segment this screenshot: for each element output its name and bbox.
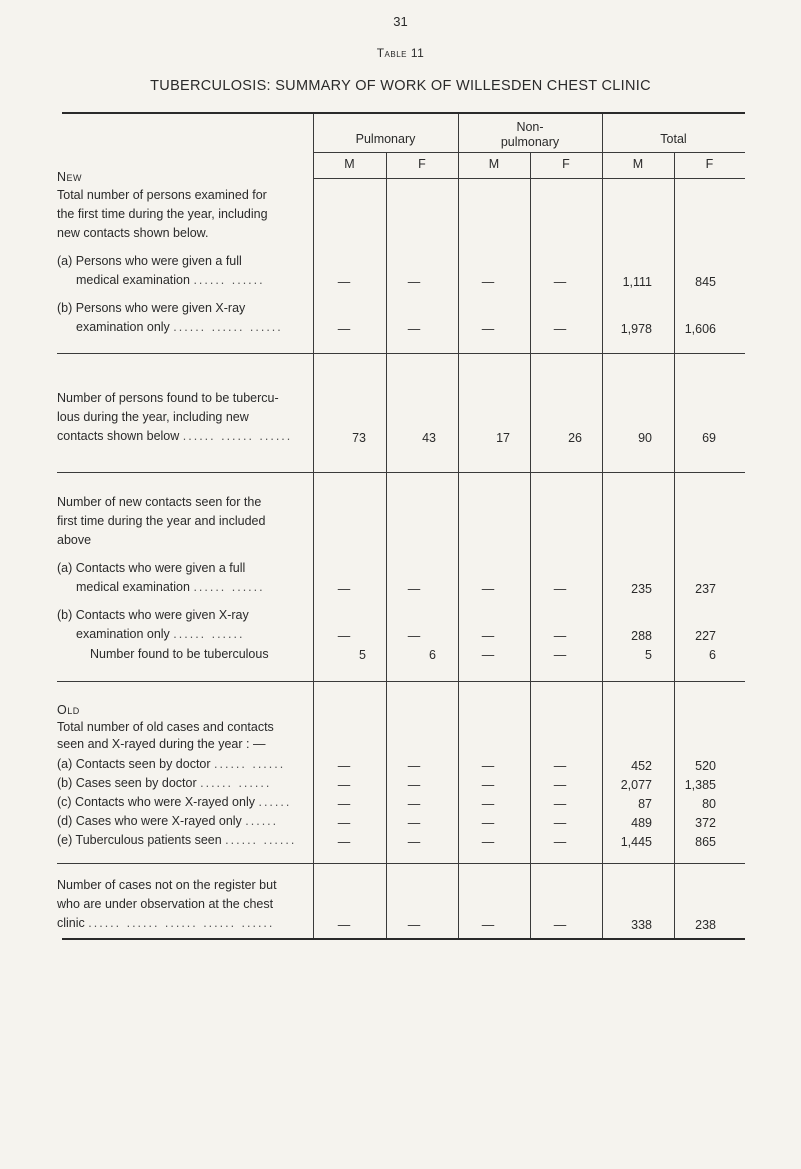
row-b1-label: [76, 318, 283, 337]
table-cell: —: [337, 816, 351, 830]
row-a1-label: [76, 271, 265, 290]
bottom-rule: [62, 938, 745, 940]
table-cell: 17: [496, 431, 510, 445]
header-f: F: [562, 157, 570, 171]
new-intro-line: new contacts shown below.: [57, 226, 209, 240]
old-intro-line: Total number of old cases and contacts: [57, 720, 274, 734]
row-obs-label-3: clinic: [57, 916, 85, 930]
table-cell: —: [553, 275, 567, 289]
dot-leader: ......: [258, 795, 292, 809]
row-a2-label-2: medical examination: [76, 580, 190, 594]
old-row-label-a: (a) Contacts seen by doctor: [57, 757, 211, 771]
header-total: Total: [660, 132, 687, 146]
table-cell: 227: [695, 629, 716, 643]
table-cell: —: [337, 629, 351, 643]
table-cell: 1,445: [620, 835, 652, 849]
row-found-label: Number of persons found to be tubercu-: [57, 391, 279, 405]
dot-leader: ...... ......: [193, 273, 265, 287]
dot-leader: ...... ...... ......: [173, 320, 283, 334]
row-found-label: lous during the year, including new: [57, 410, 249, 424]
section-divider: [57, 353, 745, 354]
old-row-label: [57, 831, 296, 850]
contacts-intro-line: Number of new contacts seen for the: [57, 495, 262, 509]
table-cell: —: [481, 797, 495, 811]
table-cell: 452: [631, 759, 652, 773]
table-cell: —: [481, 918, 495, 932]
table-cell: —: [553, 797, 567, 811]
table-cell: —: [553, 816, 567, 830]
old-row-label-c: (c) Contacts who were X-rayed only: [57, 795, 255, 809]
row-a1-label-2: medical examination: [76, 273, 190, 287]
table-cell: —: [553, 759, 567, 773]
table-cell: —: [337, 918, 351, 932]
header-f: F: [418, 157, 426, 171]
table-cell: 1,606: [684, 322, 716, 336]
table-cell: 845: [695, 275, 716, 289]
new-intro-line: Total number of persons examined for: [57, 188, 267, 202]
table-cell: 43: [422, 431, 436, 445]
top-rule: [62, 112, 745, 114]
table-cell: —: [337, 797, 351, 811]
dot-leader: ...... ......: [225, 833, 297, 847]
table-cell: —: [337, 322, 351, 336]
table-cell: —: [407, 322, 421, 336]
table-cell: —: [481, 582, 495, 596]
table-cell: —: [481, 778, 495, 792]
table-cell: —: [337, 582, 351, 596]
table-cell: 1,978: [620, 322, 652, 336]
row-b1-label: (b) Persons who were given X-ray: [57, 301, 246, 315]
page-number: 31: [393, 14, 408, 29]
table-cell: —: [407, 275, 421, 289]
header-rule: [313, 178, 745, 179]
table-cell: —: [407, 816, 421, 830]
contacts-intro-line: above: [57, 533, 92, 547]
row-b1-label-2: examination only: [76, 320, 170, 334]
table-cell: —: [481, 322, 495, 336]
row-a1-label: (a) Persons who were given a full: [57, 254, 242, 268]
table-cell: 235: [631, 582, 652, 596]
row-tb-label: Number found to be tuberculous: [90, 647, 269, 661]
new-intro-line: the first time during the year, including: [57, 207, 268, 221]
section-divider: [57, 472, 745, 473]
table-cell: 6: [429, 648, 436, 662]
dot-leader: ...... ......: [193, 580, 265, 594]
old-row-label-b: (b) Cases seen by doctor: [57, 776, 197, 790]
table-cell: 80: [702, 797, 716, 811]
row-b2-label: [76, 625, 244, 644]
table-cell: —: [337, 759, 351, 773]
table-cell: —: [553, 835, 567, 849]
column-line: [458, 114, 459, 938]
header-m: M: [344, 157, 355, 171]
table-cell: —: [553, 322, 567, 336]
table-cell: —: [407, 797, 421, 811]
row-obs-label: Number of cases not on the register but: [57, 878, 277, 892]
section-new-heading: New: [57, 170, 83, 184]
row-found-label-3: contacts shown below: [57, 429, 180, 443]
row-b2-label-2: examination only: [76, 627, 170, 641]
header-rule: [313, 152, 745, 153]
old-row-label: [57, 812, 278, 831]
table-cell: 865: [695, 835, 716, 849]
old-row-label: [57, 774, 271, 793]
table-title: TUBERCULOSIS: SUMMARY OF WORK OF WILLESDEN CHEST CLINIC: [150, 78, 651, 94]
header-m: M: [632, 157, 644, 171]
table-cell: —: [481, 759, 495, 773]
row-b2-label: (b) Contacts who were given X-ray: [57, 608, 249, 622]
dot-leader: ...... ......: [200, 776, 272, 790]
table-cell: 1,111: [622, 275, 652, 289]
table-cell: —: [553, 778, 567, 792]
table-cell: —: [337, 835, 351, 849]
table-cell: —: [337, 275, 351, 289]
table-cell: —: [337, 778, 351, 792]
table-cell: —: [553, 582, 567, 596]
table-cell: 1,385: [684, 778, 716, 792]
row-obs-label: who are under observation at the chest: [57, 897, 274, 911]
table-cell: 520: [695, 759, 716, 773]
table-cell: 73: [352, 431, 366, 445]
column-line: [386, 152, 387, 938]
header-non-pulmonary-line2: pulmonary: [500, 135, 560, 149]
section-old-heading: Old: [57, 703, 80, 717]
table-cell: 372: [695, 816, 716, 830]
dot-leader: ......: [245, 814, 279, 828]
table-cell: —: [407, 778, 421, 792]
header-non-pulmonary: [458, 120, 602, 150]
table-cell: —: [407, 759, 421, 773]
old-row-label: [57, 755, 285, 774]
table-cell: —: [481, 835, 495, 849]
header-non-pulmonary-line1: Non-: [516, 120, 544, 134]
old-intro-line: seen and X-rayed during the year : —: [57, 737, 266, 751]
row-a2-label: [76, 578, 265, 597]
table-cell: 5: [359, 648, 366, 662]
table-cell: —: [481, 816, 495, 830]
section-divider: [57, 863, 745, 864]
header-pulmonary: Pulmonary: [355, 132, 416, 146]
dot-leader: ...... ...... ...... ...... ......: [88, 916, 275, 930]
dot-leader: ...... ...... ......: [182, 429, 293, 443]
column-line: [602, 114, 603, 938]
dot-leader: ...... ......: [214, 757, 286, 771]
contacts-intro-line: first time during the year and included: [57, 514, 266, 528]
table-cell: 69: [702, 431, 716, 445]
table-cell: 238: [695, 918, 716, 932]
old-row-label: [57, 793, 291, 812]
row-obs-label: [57, 914, 274, 933]
table-cell: —: [553, 648, 567, 662]
old-row-label-d: (d) Cases who were X-rayed only: [57, 814, 242, 828]
table-cell: 90: [638, 431, 652, 445]
table-cell: 26: [568, 431, 582, 445]
old-row-label-e: (e) Tuberculous patients seen: [57, 833, 222, 847]
table-cell: 5: [645, 648, 652, 662]
table-cell: —: [407, 629, 421, 643]
dot-leader: ...... ......: [173, 627, 245, 641]
table-label: Table 11: [376, 46, 425, 60]
table-cell: —: [553, 629, 567, 643]
section-divider: [57, 681, 745, 682]
header-f: F: [705, 157, 714, 171]
table-cell: 237: [695, 582, 716, 596]
table-cell: 87: [638, 797, 652, 811]
table-cell: —: [481, 275, 495, 289]
table-cell: —: [407, 835, 421, 849]
table-cell: 6: [709, 648, 716, 662]
table-cell: —: [407, 918, 421, 932]
table-cell: —: [481, 629, 495, 643]
column-line: [530, 152, 531, 938]
table-cell: 288: [631, 629, 652, 643]
row-a2-label: (a) Contacts who were given a full: [57, 561, 246, 575]
row-found-label: [57, 427, 292, 446]
table-cell: 338: [631, 918, 652, 932]
column-line: [313, 114, 314, 938]
table-cell: —: [407, 582, 421, 596]
table-cell: 489: [631, 816, 652, 830]
header-m: M: [488, 157, 500, 171]
table-cell: —: [553, 918, 567, 932]
table-cell: —: [481, 648, 495, 662]
table-cell: 2,077: [620, 778, 652, 792]
